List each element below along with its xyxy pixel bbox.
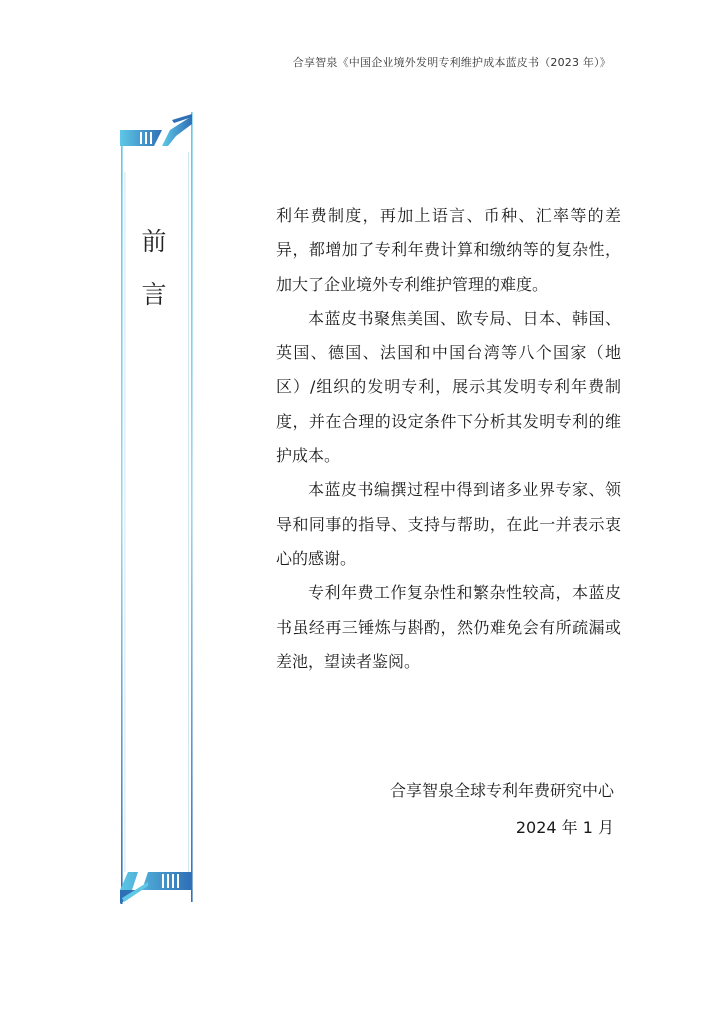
bottom-stripe-ornament-icon — [120, 872, 192, 904]
section-title-char-1: 前 — [141, 227, 167, 256]
preface-body — [276, 199, 621, 679]
preface-paragraph-1: 利年费制度，再加上语言、币种、汇率等的差异，都增加了专利年费计算和缴纳等的复杂性，加大了企业境外专利维护管理的难度。 — [276, 206, 621, 294]
signature-date: 2024 年 1 月 — [515, 818, 614, 837]
preface-paragraph-3: 本蓝皮书编撰过程中得到诸多业界专家、领导和同事的指导、支持与帮助，在此一并表示衷心的感谢。 — [276, 480, 621, 568]
preface-paragraph-4: 专利年费工作复杂性和繁杂性较高，本蓝皮书虽经再三锤炼与斟酌，然仍难免会有所疏漏或差池，望读者鉴阅。 — [276, 583, 621, 671]
running-header: 合享智泉《中国企业境外发明专利维护成本蓝皮书（2023 年）》 — [292, 56, 611, 69]
section-title — [124, 228, 184, 334]
preface-paragraph-2: 本蓝皮书聚焦美国、欧专局、日本、韩国、英国、德国、法国和中国台湾等八个国家（地区）/组织的发明专利，展示其发明专利年费制度，并在合理的设定条件下分析其发明专利的维护成本。 — [276, 308, 621, 466]
top-stripe-ornament-icon — [120, 114, 192, 146]
signature-organization: 合享智泉全球专利年费研究中心 — [389, 781, 614, 800]
section-title-char-2: 言 — [141, 280, 167, 309]
